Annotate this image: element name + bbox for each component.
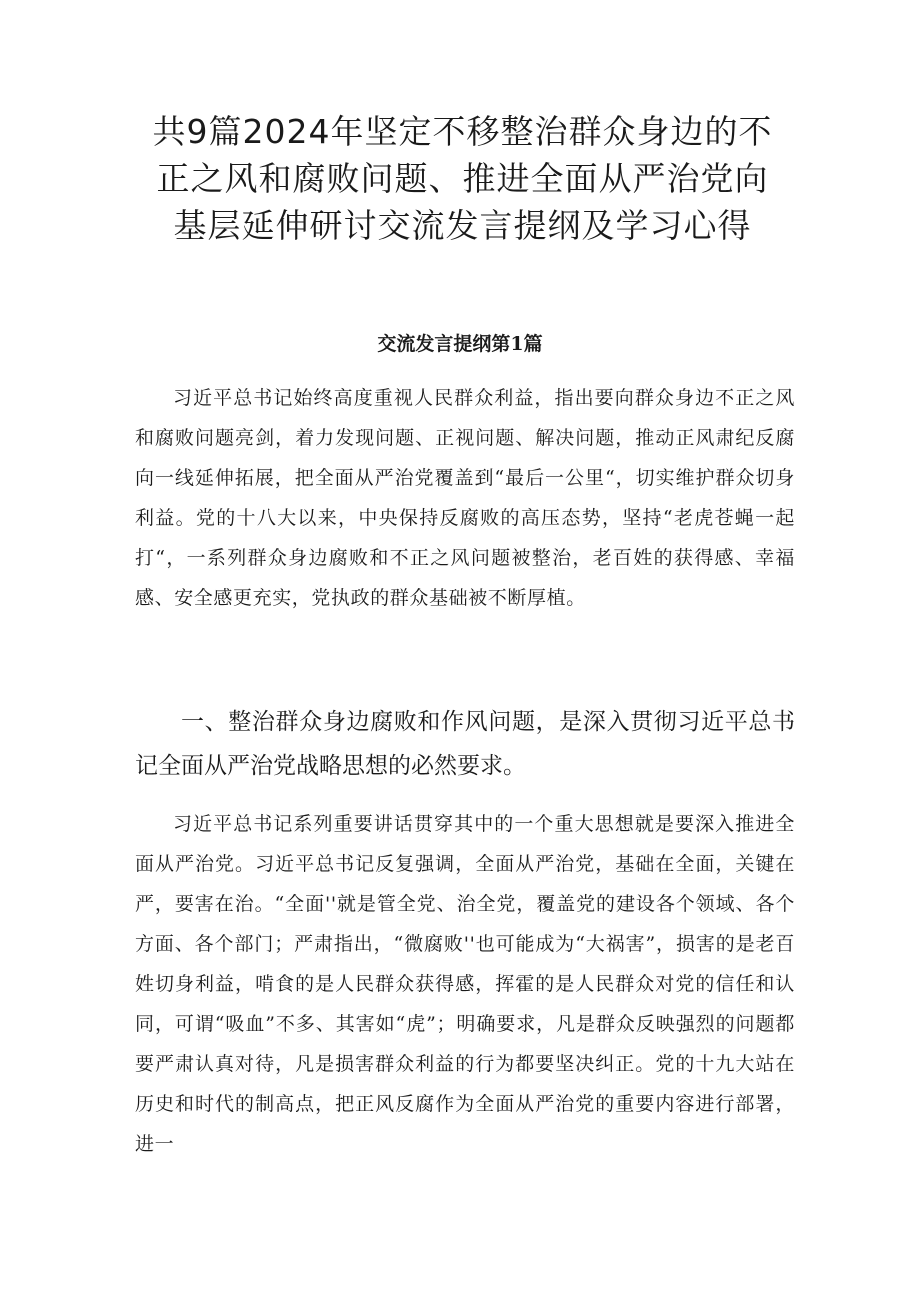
document-title: 共9篇2024年坚定不移整治群众身边的不正之风和腐败问题、推进全面从严治党向基层延伸研讨交流发言提纲及学习心得 xyxy=(152,112,773,245)
body-paragraph: 习近平总书记始终高度重视人民群众利益，指出要向群众身边不正之风和腐败问题亮剑，着力发现问题、正视问题、解决问题，推动正风肃纪反腐向一线延伸拓展，把全面从严治党覆盖到“最后一公里“，切实维护群众切身利益。党的十八大以来，中央保持反腐败的高压态势，坚持“老虎苍蝇一起打“，一系列群众身边腐败和不正之风问题被整治，老百姓的获得感、幸福感、安全感更充实，党执政的群众基础被不断厚植。 xyxy=(135,387,795,609)
point-heading: 一、整治群众身边腐败和作风问题，是深入贯彻习近平总书记全面从严治党战略思想的必然要求。 xyxy=(135,709,795,779)
body-paragraph: 习近平总书记系列重要讲话贯穿其中的一个重大思想就是要深入推进全面从严治党。习近平总书记反复强调，全面从严治党，基础在全面，关键在严，要害在治。“全面''就是管全党、治全党，覆盖党的建设各个领域、各个方面、各个部门；严肃指出，“微腐败''也可能成为“大祸害”，损害的是老百姓切身利益，啃食的是人民群众获得感，挥霍的是人民群众对党的信任和认同，可谓“吸血”不多、其害如“虎”；明确要求，凡是群众反映强烈的问题都要严肃认真对待，凡是损害群众利益的行为都要坚决纠正。党的十九大站在历史和时代的制高点，把正风反腐作为全面从严治党的重要内容进行部署，进一 xyxy=(135,813,795,1155)
section-heading: 交流发言提纲第1篇 xyxy=(377,333,543,355)
